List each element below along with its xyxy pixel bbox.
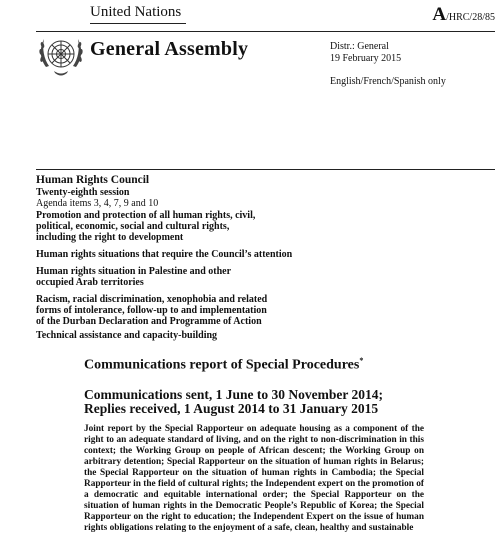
document-date: 19 February 2015: [330, 53, 402, 64]
report-title-text: Communications report of Special Procedures: [84, 357, 360, 373]
document-symbol-letter: A: [432, 4, 447, 25]
council-block: [36, 174, 336, 209]
communications-sent-period: Communications sent, 1 June to 30 November 2014;: [84, 387, 383, 402]
agenda-item-7: Human rights situation in Palestine and other occupied Arab territories: [36, 266, 231, 288]
agenda-item-4: Human rights situations that require the Council’s attention: [36, 249, 293, 260]
organization-name: United Nations: [90, 4, 182, 20]
agenda-item-9: Racism, racial discrimination, xenophobia and related forms of intolerance, follow-up to and implementation of the Durban Declaration and Programme of Action: [36, 294, 268, 327]
council-name: Human Rights Council: [36, 174, 150, 186]
session-label: Twenty-eighth session: [36, 187, 130, 198]
languages-note: English/French/Spanish only: [330, 76, 446, 87]
joint-report-paragraph: Joint report by the Special Rapporteur on adequate housing as a component of the right to an adequate standard of living, and on the right to non-discrimination in this context; the Working Group on people of African descent; the Working Group on arbitrary detention; Special Rapporteur on the situation of human rights in Belarus; the Special Rapporteur on the situation of human rights in Cambodia; the Special Rapporteur in the field of cultural rights; the Independent expert on the promotion of a democratic and equitable international order; the Special Rapporteur on the situation of human rights in the Democratic People’s Republic of Korea; the Special Rapporteur on the right to education; the Independent Expert on the issue of human rights obligations relating to the enjoyment of a safe, clean, healthy and sustainable: [84, 424, 424, 533]
replies-received-period: Replies received, 1 August 2014 to 31 January 2015: [84, 401, 379, 416]
header-bottom-rule: [36, 169, 495, 170]
agenda-item-3: Promotion and protection of all human rights, civil, political, economic, social and cultural rights, including the right to development: [36, 210, 256, 243]
report-title: [84, 356, 363, 374]
report-title-footnote-mark: *: [359, 356, 364, 365]
header-top-rule: [36, 31, 495, 32]
agenda-item-10: Technical assistance and capacity-building: [36, 330, 218, 341]
document-symbol: [90, 4, 495, 26]
document-symbol-code: /HRC/28/85: [446, 12, 495, 23]
distribution-label: Distr.: General: [330, 41, 389, 52]
communications-period: [84, 388, 444, 416]
general-assembly-title: General Assembly: [90, 38, 249, 60]
distribution-block: [330, 41, 401, 65]
agenda-label: Agenda items 3, 4, 7, 9 and 10: [36, 198, 159, 209]
un-emblem-icon: [36, 33, 86, 79]
